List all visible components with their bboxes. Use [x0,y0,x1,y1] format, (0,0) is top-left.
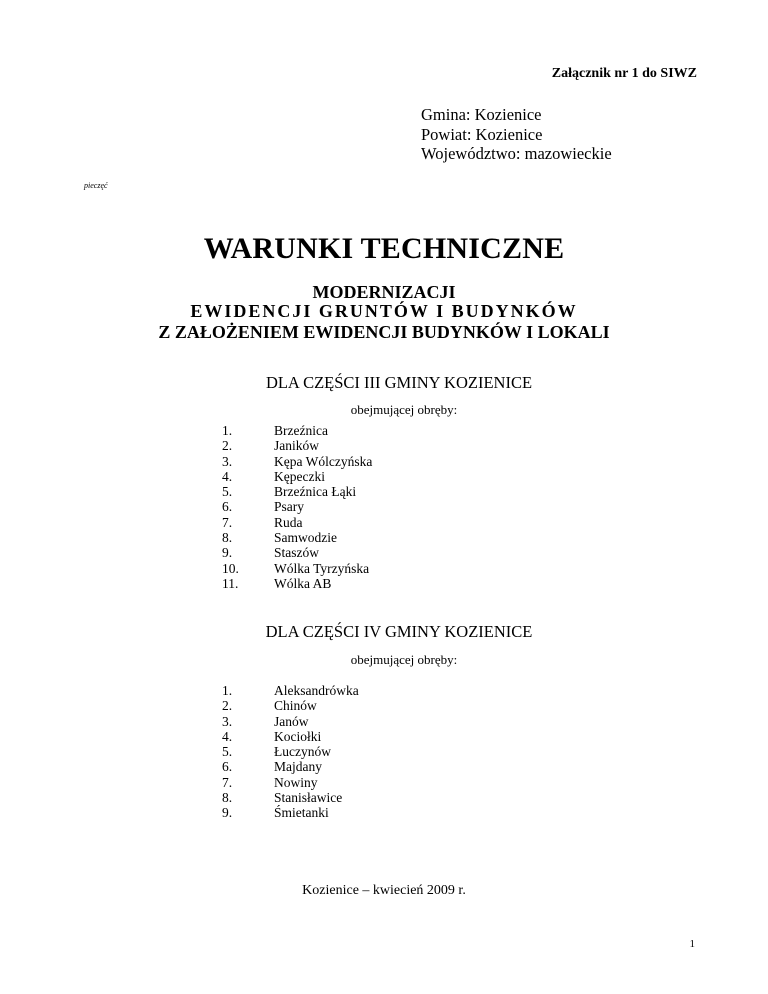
location-block [421,105,612,164]
list-item-number: 7. [222,514,233,530]
annex-label: Załącznik nr 1 do SIWZ [551,66,697,81]
place-date: Kozienice – kwiecień 2009 r. [302,883,466,898]
list-item-number: 2. [222,698,233,714]
powiat-line: Powiat: Kozienice [421,124,543,144]
list-item-number: 9. [222,805,233,821]
list-item-name: Wólka AB [274,575,332,591]
list-item-name: Samwodzie [274,530,337,546]
list-item-name: Kociołki [274,728,322,744]
list-item-number: 8. [222,790,233,806]
document-title: WARUNKI TECHNICZNE [203,232,565,265]
subtitle-line-1: MODERNIZACJI [312,282,456,302]
list-item-name: Nowiny [274,774,318,790]
list-item-number: 10. [222,560,239,576]
list-item-number: 7. [222,774,233,790]
list-item-number: 1. [222,683,233,698]
list-item-number: 4. [222,728,233,744]
wojewodztwo-line: Województwo: mazowieckie [421,144,612,163]
list-item-name: Psary [274,499,304,515]
list-item-number: 1. [222,423,233,438]
list-item-name: Śmietanki [274,805,329,821]
part3-heading: DLA CZĘŚCI III GMINY KOZIENICE [265,373,533,392]
part4-intro: obejmującej obręby: [350,652,458,667]
subtitle-line-3: Z ZAŁOŻENIEM EWIDENCJI BUDYNKÓW I LOKALI [158,322,610,342]
list-item-name: Aleksandrówka [274,683,359,698]
list-item-number: 11. [222,575,239,591]
list-item-name: Chinów [274,698,317,714]
list-item-name: Kępeczki [274,468,325,484]
list-item-name: Janików [274,438,319,454]
gmina-line: Gmina: Kozienice [421,105,542,124]
list-item-name: Ruda [274,514,303,530]
list-item-name: Staszów [274,545,319,561]
list-item-name: Stanisławice [274,790,343,806]
list-item-number: 2. [222,438,233,454]
list-item-number: 3. [222,453,233,469]
stamp-label: pieczęć [84,181,108,190]
list-item-number: 6. [222,499,233,515]
part3-intro: obejmującej obręby: [350,402,458,417]
list-item-number: 4. [222,468,233,484]
list-item-number: 9. [222,545,233,561]
list-item-name: Brzeźnica Łąki [274,484,357,500]
list-item-name: Brzeźnica [274,423,328,438]
list-item-number: 3. [222,713,233,729]
list-item-name: Łuczynów [274,744,331,760]
list-item-number: 8. [222,530,233,546]
list-item-name: Janów [274,713,309,729]
subtitle-line-2: EWIDENCJI GRUNTÓW I BUDYNKÓW [190,301,578,321]
list-item-name: Wólka Tyrzyńska [274,560,370,576]
page-number: 1 [689,938,695,950]
list-item-name: Kępa Wólczyńska [274,453,373,469]
list-item-number: 6. [222,759,233,775]
list-item-number: 5. [222,484,233,500]
list-item-name: Majdany [274,759,322,775]
list-item-number: 5. [222,744,233,760]
part4-heading: DLA CZĘŚCI IV GMINY KOZIENICE [265,622,533,641]
